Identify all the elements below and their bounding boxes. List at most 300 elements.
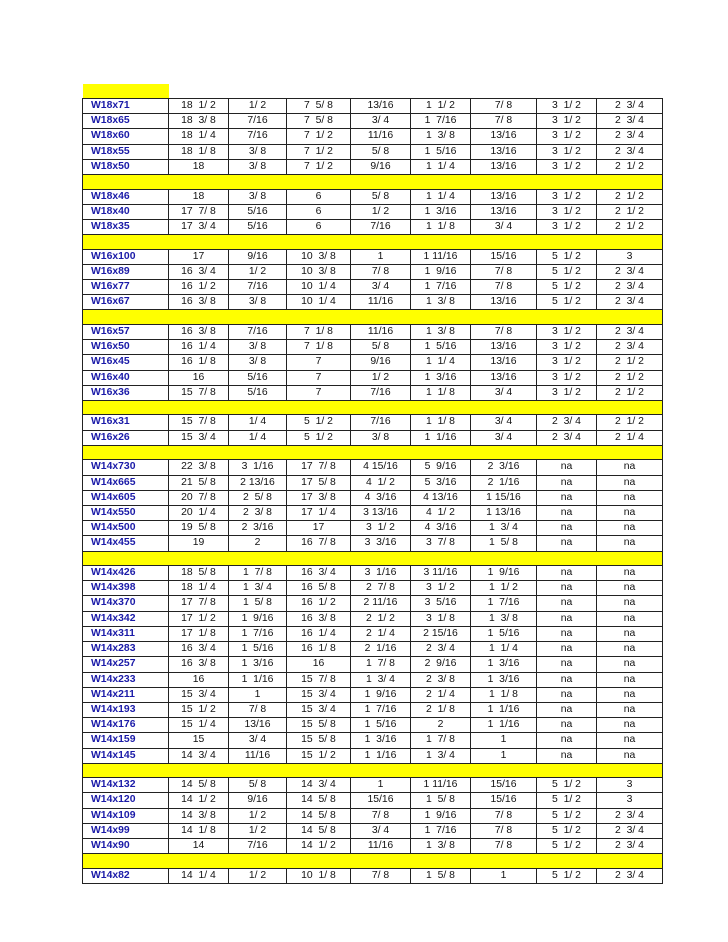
separator-cell [471, 310, 537, 325]
dimension-cell: 17 1/ 2 [169, 611, 229, 626]
separator-cell [83, 854, 169, 869]
dimension-cell: 16 1/ 2 [287, 596, 351, 611]
separator-cell [597, 235, 663, 250]
dimension-cell: 2 1/ 8 [411, 702, 471, 717]
section-name-cell: W14x500 [83, 521, 169, 536]
dimension-cell: 7/16 [351, 415, 411, 430]
dimension-cell: na [537, 611, 597, 626]
section-name-cell: W14x257 [83, 657, 169, 672]
dimension-cell: 1 9/16 [229, 611, 287, 626]
dimension-cell: 7/ 8 [471, 324, 537, 339]
table-row [83, 280, 663, 295]
separator-cell [229, 763, 287, 778]
table-row [83, 340, 663, 355]
dimension-cell: 13/16 [471, 129, 537, 144]
dimension-cell: na [597, 521, 663, 536]
dimension-cell: 17 [169, 249, 229, 264]
dimension-cell: 16 3/ 8 [287, 611, 351, 626]
separator-cell [597, 551, 663, 566]
dimension-cell: 3 3/16 [351, 536, 411, 551]
dimension-cell: 2 1/ 4 [351, 626, 411, 641]
section-name-cell: W14x82 [83, 868, 169, 883]
dimension-cell: 7 1/ 2 [287, 129, 351, 144]
dimension-cell: na [537, 475, 597, 490]
table-row [83, 475, 663, 490]
dimension-cell: 3/ 8 [229, 355, 287, 370]
section-name-cell: W14x665 [83, 475, 169, 490]
dimension-cell: 5/16 [229, 370, 287, 385]
dimension-cell: 1 5/16 [471, 626, 537, 641]
dimension-cell: 3/ 8 [229, 189, 287, 204]
dimension-cell: 1/ 2 [229, 823, 287, 838]
dimension-cell: 14 1/ 8 [169, 823, 229, 838]
dimension-cell: 3/ 8 [229, 144, 287, 159]
table-row [83, 581, 663, 596]
dimension-cell: 1 9/16 [351, 687, 411, 702]
dimension-cell: 1 1/ 4 [471, 642, 537, 657]
dimension-cell: 5 1/ 2 [287, 415, 351, 430]
dimension-cell: 3/ 4 [351, 823, 411, 838]
group-separator [83, 763, 663, 778]
dimension-cell: 3/ 8 [351, 430, 411, 445]
dimension-cell: 5 1/ 2 [537, 295, 597, 310]
separator-cell [537, 445, 597, 460]
separator-cell [411, 551, 471, 566]
separator-cell [351, 551, 411, 566]
separator-cell [597, 84, 663, 99]
group-separator [83, 551, 663, 566]
separator-cell [83, 175, 169, 190]
separator-cell [597, 310, 663, 325]
separator-cell [411, 763, 471, 778]
section-name-cell: W14x145 [83, 748, 169, 763]
dimension-cell: 14 3/ 4 [287, 778, 351, 793]
dimension-cell: 3 1/ 8 [411, 611, 471, 626]
dimension-cell: 7 [287, 370, 351, 385]
separator-cell [471, 235, 537, 250]
dimension-cell: 7 1/ 2 [287, 144, 351, 159]
dimension-cell: 15/16 [471, 793, 537, 808]
dimension-cell: 10 1/ 8 [287, 868, 351, 883]
dimension-cell: 15 1/ 2 [287, 748, 351, 763]
dimension-cell: 11/16 [351, 295, 411, 310]
dimension-cell: 9/16 [229, 793, 287, 808]
group-separator [83, 445, 663, 460]
separator-cell [597, 854, 663, 869]
dimension-cell: 1 1/ 2 [411, 99, 471, 114]
dimension-cell: 7/16 [229, 324, 287, 339]
dimension-cell: 2 3/ 4 [597, 808, 663, 823]
dimension-cell: 3 1/ 2 [537, 159, 597, 174]
section-name-cell: W16x89 [83, 264, 169, 279]
section-name-cell: W14x730 [83, 460, 169, 475]
dimension-cell: 1 3/16 [351, 733, 411, 748]
dimension-cell: 1 5/ 8 [471, 536, 537, 551]
dimension-cell: 3 1/ 2 [537, 114, 597, 129]
dimension-cell: 17 7/ 8 [287, 460, 351, 475]
dimension-cell: 4 1/ 2 [351, 475, 411, 490]
section-name-cell: W16x77 [83, 280, 169, 295]
dimension-cell: 17 7/ 8 [169, 204, 229, 219]
separator-cell [411, 445, 471, 460]
dimension-cell: 2 3/ 4 [597, 264, 663, 279]
separator-cell [83, 400, 169, 415]
table-body [83, 84, 663, 883]
dimension-cell: 7/16 [351, 219, 411, 234]
dimension-cell: 3 1/ 2 [351, 521, 411, 536]
dimension-cell: 2 3/ 4 [597, 129, 663, 144]
dimension-cell: 16 3/ 8 [169, 324, 229, 339]
group-separator [83, 235, 663, 250]
dimension-cell: 3 1/ 2 [537, 355, 597, 370]
dimension-cell: 3 1/16 [351, 566, 411, 581]
table-row [83, 733, 663, 748]
dimension-cell: 7 1/ 2 [287, 159, 351, 174]
dimension-cell: 1 5/16 [411, 340, 471, 355]
dimension-cell: 7 1/ 8 [287, 324, 351, 339]
table-row [83, 687, 663, 702]
dimension-cell: 1 1/ 4 [411, 355, 471, 370]
dimension-cell: 16 3/ 8 [169, 657, 229, 672]
dimension-cell: 2 3/ 4 [597, 114, 663, 129]
section-name-cell: W16x36 [83, 385, 169, 400]
separator-cell [537, 400, 597, 415]
dimension-cell: 16 3/ 4 [169, 642, 229, 657]
table-row [83, 626, 663, 641]
dimension-cell: 7/ 8 [229, 702, 287, 717]
separator-cell [471, 551, 537, 566]
separator-cell [411, 400, 471, 415]
separator-cell [169, 400, 229, 415]
dimension-cell: 5 1/ 2 [537, 868, 597, 883]
dimension-cell: 14 5/ 8 [287, 823, 351, 838]
dimension-cell: 11/16 [229, 748, 287, 763]
separator-cell [229, 310, 287, 325]
dimension-cell: 1 3/16 [471, 672, 537, 687]
dimension-cell: 3 1/ 2 [537, 324, 597, 339]
dimension-cell: na [597, 687, 663, 702]
dimension-cell: 2 3/16 [229, 521, 287, 536]
dimension-cell: 13/16 [471, 189, 537, 204]
separator-cell [229, 445, 287, 460]
dimension-cell: 1 1/ 4 [411, 189, 471, 204]
separator-cell [351, 854, 411, 869]
separator-cell [537, 235, 597, 250]
table-row [83, 702, 663, 717]
dimension-cell: 1 7/16 [411, 280, 471, 295]
separator-cell [83, 445, 169, 460]
dimension-cell: 1 9/16 [411, 264, 471, 279]
dimension-cell: 3 1/ 2 [537, 370, 597, 385]
dimension-cell: 1 3/16 [411, 370, 471, 385]
section-name-cell: W18x60 [83, 129, 169, 144]
section-name-cell: W14x233 [83, 672, 169, 687]
dimension-cell: 1 15/16 [471, 490, 537, 505]
dimension-cell: 13/16 [471, 144, 537, 159]
dimension-cell: na [537, 505, 597, 520]
dimension-cell: na [537, 596, 597, 611]
dimension-cell: 11/16 [351, 324, 411, 339]
dimension-cell: 15 3/ 4 [169, 430, 229, 445]
separator-cell [597, 763, 663, 778]
section-name-cell: W14x426 [83, 566, 169, 581]
dimension-cell: 3/ 8 [229, 295, 287, 310]
dimension-cell: 15 7/ 8 [169, 385, 229, 400]
section-name-cell: W14x109 [83, 808, 169, 823]
dimension-cell: 1 [351, 249, 411, 264]
dimension-cell: 4 13/16 [411, 490, 471, 505]
section-name-cell: W14x90 [83, 839, 169, 854]
dimension-cell: 17 3/ 4 [169, 219, 229, 234]
dimension-cell: 2 1/ 2 [597, 415, 663, 430]
table-row [83, 219, 663, 234]
separator-cell [83, 763, 169, 778]
separator-cell [287, 400, 351, 415]
dimension-cell: 3 5/16 [411, 596, 471, 611]
dimension-cell: 2 7/ 8 [351, 581, 411, 596]
separator-cell [537, 310, 597, 325]
table-row [83, 793, 663, 808]
separator-cell [411, 84, 471, 99]
dimension-cell: 1 1/ 8 [411, 219, 471, 234]
dimension-cell: 1 3/16 [471, 657, 537, 672]
dimension-cell: 2 13/16 [229, 475, 287, 490]
dimension-cell: 10 3/ 8 [287, 264, 351, 279]
dimension-cell: 2 [229, 536, 287, 551]
dimension-cell: na [537, 626, 597, 641]
dimension-cell: 10 3/ 8 [287, 249, 351, 264]
dimension-cell: 7/ 8 [471, 264, 537, 279]
dimension-cell: 13/16 [471, 159, 537, 174]
separator-cell [229, 551, 287, 566]
separator-cell [287, 445, 351, 460]
dimension-cell: 5/16 [229, 385, 287, 400]
table-row [83, 823, 663, 838]
dimension-cell: 15 5/ 8 [287, 718, 351, 733]
separator-cell [83, 235, 169, 250]
section-name-cell: W14x176 [83, 718, 169, 733]
dimension-cell: na [537, 521, 597, 536]
dimension-cell: 14 5/ 8 [287, 793, 351, 808]
dimension-cell: na [597, 642, 663, 657]
dimension-cell: 7/16 [229, 839, 287, 854]
dimension-cell: 2 1/ 2 [597, 159, 663, 174]
dimension-cell: 16 3/ 4 [169, 264, 229, 279]
dimension-cell: 1 7/16 [411, 823, 471, 838]
dimension-cell: 9/16 [351, 159, 411, 174]
section-name-cell: W18x50 [83, 159, 169, 174]
dimension-cell: 5 1/ 2 [537, 823, 597, 838]
separator-cell [597, 175, 663, 190]
dimension-cell: 7/ 8 [471, 839, 537, 854]
dimension-cell: 11/16 [351, 129, 411, 144]
separator-cell [287, 854, 351, 869]
dimension-cell: 3 11/16 [411, 566, 471, 581]
dimension-cell: na [537, 702, 597, 717]
dimension-cell: 16 1/ 4 [169, 340, 229, 355]
dimension-cell: 6 [287, 189, 351, 204]
table-row [83, 204, 663, 219]
dimension-cell: 1 1/ 8 [411, 385, 471, 400]
dimension-cell: na [597, 626, 663, 641]
dimension-cell: 2 1/ 2 [597, 370, 663, 385]
separator-cell [471, 763, 537, 778]
dimension-cell: 21 5/ 8 [169, 475, 229, 490]
separator-cell [471, 175, 537, 190]
dimension-cell: na [597, 505, 663, 520]
dimension-cell: 11/16 [351, 839, 411, 854]
dimension-cell: 7 [287, 355, 351, 370]
separator-cell [287, 175, 351, 190]
dimension-cell: na [537, 733, 597, 748]
dimension-cell: 1 1/ 8 [471, 687, 537, 702]
dimension-cell: na [597, 657, 663, 672]
dimension-cell: 3/ 4 [229, 733, 287, 748]
dimension-cell: 4 15/16 [351, 460, 411, 475]
table-row [83, 748, 663, 763]
dimension-cell: 1 3/ 8 [411, 295, 471, 310]
dimension-cell: 2 3/ 4 [597, 280, 663, 295]
section-name-cell: W16x31 [83, 415, 169, 430]
separator-cell [537, 551, 597, 566]
dimension-cell: 7 [287, 385, 351, 400]
table-row [83, 385, 663, 400]
dimension-cell: 1 1/ 8 [411, 415, 471, 430]
dimension-cell: 1 5/ 8 [229, 596, 287, 611]
dimension-cell: 1 3/16 [229, 657, 287, 672]
separator-cell [169, 854, 229, 869]
dimension-cell: 1/ 4 [229, 415, 287, 430]
dimension-cell: 2 3/ 4 [597, 839, 663, 854]
section-name-cell: W14x283 [83, 642, 169, 657]
section-name-cell: W18x65 [83, 114, 169, 129]
dimension-cell: na [537, 687, 597, 702]
dimension-cell: 14 5/ 8 [287, 808, 351, 823]
dimension-cell: 2 1/ 2 [597, 355, 663, 370]
separator-cell [169, 310, 229, 325]
dimension-cell: 19 [169, 536, 229, 551]
dimension-cell: 1 5/16 [351, 718, 411, 733]
dimension-cell: na [537, 718, 597, 733]
dimension-cell: 2 3/16 [471, 460, 537, 475]
section-name-cell: W14x342 [83, 611, 169, 626]
table-row [83, 460, 663, 475]
table-row [83, 295, 663, 310]
dimension-cell: 5 1/ 2 [537, 280, 597, 295]
separator-cell [411, 310, 471, 325]
dimension-cell: 1 [471, 868, 537, 883]
dimension-cell: 7/ 8 [471, 114, 537, 129]
dimension-cell: 7/ 8 [351, 264, 411, 279]
dimension-cell: na [537, 460, 597, 475]
dimension-cell: 2 1/ 4 [411, 687, 471, 702]
table-row [83, 611, 663, 626]
dimension-cell: 5 1/ 2 [537, 778, 597, 793]
dimension-cell: 1 3/ 4 [411, 748, 471, 763]
dimension-cell: 7/16 [229, 280, 287, 295]
dimension-cell: 3/ 4 [471, 430, 537, 445]
dimension-cell: 2 11/16 [351, 596, 411, 611]
dimension-cell: 3/ 8 [229, 340, 287, 355]
dimension-cell: 16 [169, 672, 229, 687]
dimension-cell: 20 7/ 8 [169, 490, 229, 505]
group-separator [83, 310, 663, 325]
separator-cell [229, 400, 287, 415]
dimension-cell: 14 [169, 839, 229, 854]
dimension-cell: 1/ 2 [229, 808, 287, 823]
table-row [83, 355, 663, 370]
dimension-cell: na [537, 536, 597, 551]
dimension-cell: 18 1/ 4 [169, 581, 229, 596]
dimension-cell: 15 3/ 4 [169, 687, 229, 702]
dimension-cell: 16 1/ 2 [169, 280, 229, 295]
dimension-cell: na [597, 460, 663, 475]
dimension-cell: na [597, 566, 663, 581]
dimension-cell: 1 3/ 4 [229, 581, 287, 596]
dimension-cell: 2 1/16 [471, 475, 537, 490]
dimension-cell: 1 1/16 [229, 672, 287, 687]
dimension-cell: 2 3/ 4 [597, 823, 663, 838]
dimension-cell: 1 1/ 2 [471, 581, 537, 596]
dimension-cell: 3 7/ 8 [411, 536, 471, 551]
dimension-cell: 2 3/ 4 [597, 340, 663, 355]
dimension-cell: 13/16 [471, 370, 537, 385]
separator-cell [169, 235, 229, 250]
dimension-cell: 2 9/16 [411, 657, 471, 672]
dimension-cell: 1/ 4 [229, 430, 287, 445]
dimension-cell: 9/16 [229, 249, 287, 264]
table-row [83, 718, 663, 733]
dimension-cell: 17 3/ 8 [287, 490, 351, 505]
dimension-cell: 5 1/ 2 [537, 793, 597, 808]
separator-cell [351, 84, 411, 99]
dimension-cell: 17 1/ 4 [287, 505, 351, 520]
group-separator [83, 400, 663, 415]
section-name-cell: W16x45 [83, 355, 169, 370]
section-name-cell: W18x55 [83, 144, 169, 159]
dimension-cell: na [597, 672, 663, 687]
dimension-cell: 3/ 4 [471, 219, 537, 234]
dimension-cell: na [597, 748, 663, 763]
separator-cell [287, 310, 351, 325]
section-name-cell: W18x40 [83, 204, 169, 219]
dimension-cell: 15/16 [471, 778, 537, 793]
dimension-cell: 5 9/16 [411, 460, 471, 475]
dimension-cell: 13/16 [351, 99, 411, 114]
table-row [83, 505, 663, 520]
table-row [83, 159, 663, 174]
dimension-cell: 3 1/ 2 [537, 144, 597, 159]
dimension-cell: 9/16 [351, 355, 411, 370]
table-row [83, 536, 663, 551]
dimension-cell: 3 1/ 2 [537, 189, 597, 204]
dimension-cell: 17 5/ 8 [287, 475, 351, 490]
dimension-cell: 5 3/16 [411, 475, 471, 490]
dimension-cell: 22 3/ 8 [169, 460, 229, 475]
dimension-cell: 3/ 4 [351, 280, 411, 295]
separator-cell [169, 445, 229, 460]
table-row [83, 264, 663, 279]
dimension-cell: 16 7/ 8 [287, 536, 351, 551]
dimension-cell: 15 1/ 2 [169, 702, 229, 717]
dimension-cell: 1 7/ 8 [229, 566, 287, 581]
separator-cell [169, 175, 229, 190]
dimension-cell: 1/ 2 [351, 204, 411, 219]
dimension-cell: 16 1/ 8 [287, 642, 351, 657]
dimension-cell: 1 [471, 733, 537, 748]
dimension-cell: 2 3/ 4 [597, 295, 663, 310]
separator-cell [471, 84, 537, 99]
